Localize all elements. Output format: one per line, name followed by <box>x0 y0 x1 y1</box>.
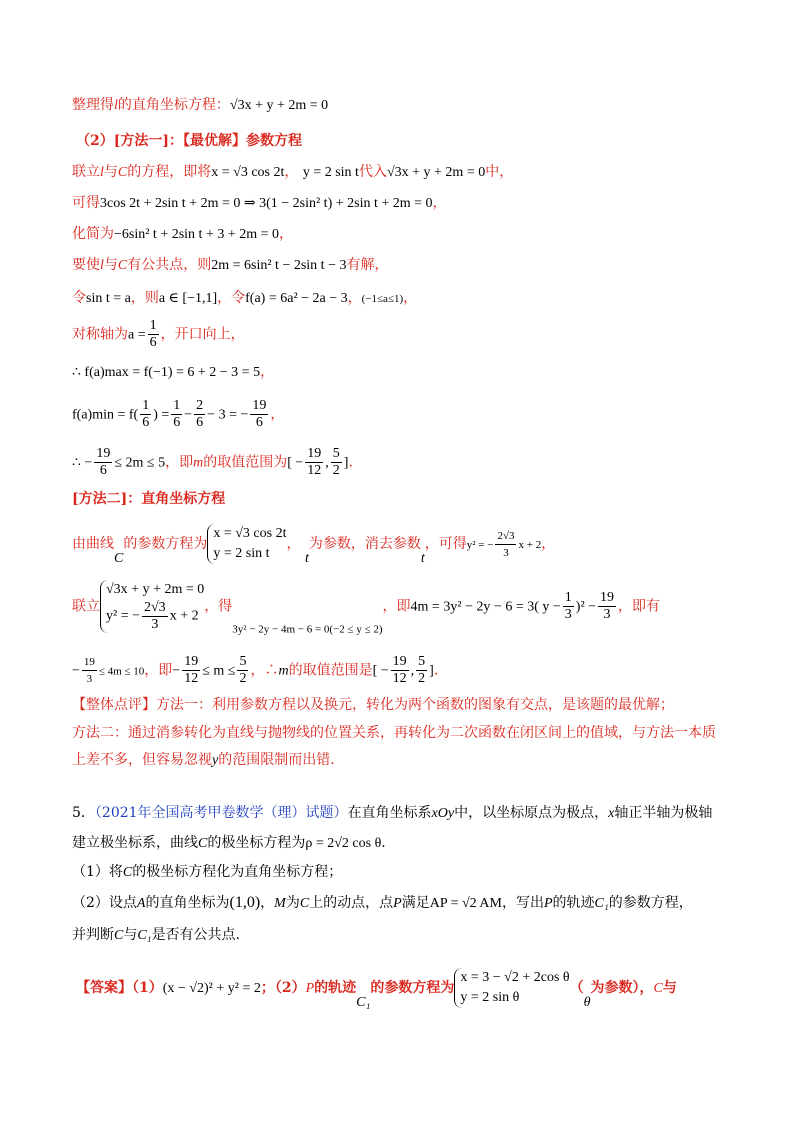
var-c1: C₁ <box>356 995 371 1010</box>
text: ， <box>347 290 362 306</box>
text: ， <box>541 536 556 552</box>
numerator: 5 <box>332 446 340 461</box>
var-t: t <box>304 551 309 566</box>
text: 联立 <box>72 164 100 180</box>
text: 建立极坐标系，曲线 <box>72 835 198 851</box>
text: 满足 <box>401 895 430 911</box>
equation-system <box>207 524 286 564</box>
var-t: t <box>420 551 425 566</box>
var-theta: θ <box>583 995 591 1010</box>
var-p: P <box>305 981 315 996</box>
equation: [ − <box>372 663 389 679</box>
question-number: 5． <box>72 805 95 821</box>
line-4 <box>72 193 447 214</box>
text: 的轨迹 <box>552 895 595 911</box>
var-c: C <box>122 865 133 880</box>
text: 并判断 <box>72 927 114 943</box>
text: 为参数）， <box>590 980 654 996</box>
equation: sin t = a <box>86 291 131 306</box>
equation: √3x + y + 2m = 0 <box>106 582 205 597</box>
equation: a ∈ [−1,1] <box>158 291 218 306</box>
numerator: 1 <box>173 398 181 413</box>
var-p: P <box>393 896 402 911</box>
text: 的轨迹 <box>314 980 357 996</box>
denominator: 3 <box>564 607 572 622</box>
line-14 <box>72 580 660 640</box>
fraction <box>416 654 427 687</box>
text: 有解， <box>346 257 389 273</box>
var-c1: C₁ <box>137 928 152 943</box>
text: 中， <box>485 164 514 180</box>
text: 为 <box>285 895 300 911</box>
equation: , <box>410 663 415 679</box>
text: 的极坐标方程为 <box>207 835 306 851</box>
denominator: 2 <box>239 671 247 686</box>
denominator: 2 <box>418 671 426 686</box>
equation: 2m = 6sin² t − 2sin t − 3 <box>211 258 347 273</box>
text: 是否有公共点. <box>151 927 241 943</box>
var-c: C <box>198 836 208 851</box>
text: 的参数方程， <box>608 895 693 911</box>
text: ， <box>403 290 418 306</box>
denominator: 6 <box>99 463 107 478</box>
text: 的取值范围是 <box>288 662 373 679</box>
equation: y = 2 sin θ <box>460 990 520 1005</box>
text: ，令 <box>217 290 246 306</box>
numerator: 19 <box>307 446 322 461</box>
text: ，即 <box>144 662 173 679</box>
fraction <box>140 398 151 431</box>
text: 与 <box>103 164 118 180</box>
numerator: 19 <box>252 398 267 413</box>
text: （ <box>569 980 584 996</box>
line-8 <box>72 318 245 351</box>
fraction <box>598 590 616 623</box>
var-l: l <box>100 165 104 180</box>
fraction <box>148 318 159 351</box>
question-5-part-2 <box>72 893 693 914</box>
text: 有公共点，则 <box>127 257 212 273</box>
text: 上的动点，点 <box>309 895 394 911</box>
equation: (1,0) <box>229 894 261 911</box>
fraction <box>94 446 112 479</box>
text: ， <box>260 895 275 911</box>
text: ，写出 <box>501 895 544 911</box>
equation: − <box>172 663 181 679</box>
var-c: C <box>117 165 128 180</box>
text: 的取值范围为 <box>203 454 288 471</box>
text: 上差不多，但容易忽视 <box>72 752 212 768</box>
text: ，即有 <box>618 598 661 615</box>
text: 化简为 <box>72 226 114 242</box>
line-7 <box>72 288 417 309</box>
numerator: 19 <box>392 654 407 669</box>
fraction <box>495 528 516 561</box>
answer-line <box>76 968 677 1013</box>
equation: AP = √2 AM <box>429 896 502 911</box>
equation: √3x + y + 2m = 0 <box>229 98 329 113</box>
text: ；（2） <box>260 980 306 996</box>
text: ， <box>432 195 447 211</box>
numerator: 19 <box>82 654 97 671</box>
equation: − <box>72 663 80 679</box>
equation: y² = − <box>106 608 140 624</box>
text: 可得 <box>72 195 100 211</box>
var-p: P <box>543 896 553 911</box>
equation: ] <box>429 663 434 679</box>
text: ，∴ <box>250 662 279 679</box>
equation: f(a)min = f( <box>72 407 139 423</box>
equation: ≤ 2m ≤ 5 <box>114 455 166 471</box>
denominator: 3 <box>86 673 93 685</box>
numerator: 2√3 <box>144 600 166 615</box>
text: 要使 <box>72 257 100 273</box>
equation: y² = − <box>466 539 494 551</box>
method-two-heading: [方法二]：直角坐标方程 <box>72 491 226 507</box>
numerator: 19 <box>184 654 199 669</box>
text: 的直角坐标方程： <box>117 97 230 113</box>
equation: (−1≤a≤1) <box>361 293 404 305</box>
var-c: C <box>299 896 310 911</box>
equation: x = √3 cos 2t <box>211 165 285 180</box>
text: ， <box>260 364 275 380</box>
text: 为参数，消去参数 <box>308 536 421 552</box>
equation: −6sin² t + 2sin t + 3 + 2m = 0 <box>114 227 280 242</box>
equation: , <box>325 455 329 471</box>
denominator: 12 <box>307 463 322 478</box>
text: ，即 <box>165 454 194 471</box>
equation: 4m = 3y² − 2y − 6 = 3 <box>410 599 535 615</box>
denominator: 6 <box>255 415 263 430</box>
numerator: 2 <box>196 398 204 413</box>
fraction <box>182 654 200 687</box>
line-5 <box>72 224 293 245</box>
equation: ] <box>343 455 349 471</box>
var-a: A <box>136 896 146 911</box>
line-1 <box>72 95 328 116</box>
question-source: （2021年全国高考甲卷数学（理）试题） <box>94 805 348 821</box>
equation: x = 3 − √2 + 2cos θ <box>460 970 570 985</box>
denominator: 6 <box>173 415 181 430</box>
line-15 <box>72 654 438 687</box>
equation: a = <box>128 327 146 343</box>
equation: ρ = 2√2 cos θ <box>305 836 382 851</box>
line-11 <box>72 446 353 479</box>
text: 代入 <box>358 164 387 180</box>
text: 的极坐标方程化为直角坐标方程； <box>132 864 343 880</box>
line-13 <box>72 524 555 569</box>
answer-label: 【答案】（1） <box>76 980 163 996</box>
text: ， <box>284 164 299 180</box>
equation: ∴ f(a)max = f(−1) = 6 + 2 − 3 = 5 <box>72 365 261 380</box>
var-m: m <box>193 455 204 471</box>
numerator: 1 <box>564 590 572 605</box>
text: ，则 <box>130 290 159 306</box>
var-c: C <box>117 258 128 273</box>
denominator: 3 <box>603 607 611 622</box>
text: ，开口向上， <box>160 326 245 343</box>
equation: 3cos 2t + 2sin t + 2m = 0 ⇒ 3(1 − 2sin² t) + 2sin t + 2m = 0 <box>100 196 433 211</box>
var-l: l <box>100 258 104 273</box>
numerator: 2√3 <box>495 528 516 545</box>
question-5-part-2-cont <box>72 925 240 946</box>
text: 的参数方程为 <box>370 980 455 996</box>
line-10 <box>72 398 284 431</box>
denominator: 3 <box>503 546 509 559</box>
summary-line-1: 【整体点评】方法一：利用参数方程以及换元，转化为两个函数的图象有交点，是该题的最优解； <box>72 697 674 713</box>
fraction <box>250 398 268 431</box>
question-5-part-1 <box>72 862 342 883</box>
var-c: C <box>114 928 124 943</box>
fraction <box>305 446 323 479</box>
fraction <box>171 398 182 431</box>
equation: ( y − <box>534 599 561 615</box>
text: （2）设点 <box>72 895 137 911</box>
line-9 <box>72 362 274 383</box>
text: ，可得 <box>424 536 467 552</box>
equation-system <box>454 968 569 1008</box>
summary-line-3 <box>72 750 335 771</box>
text: 联立 <box>72 598 100 615</box>
var-m: m <box>278 663 289 679</box>
text: ， <box>286 536 301 552</box>
text: 轴正半轴为极轴 <box>614 805 713 821</box>
text: 令 <box>72 290 86 306</box>
equation: x + 2 <box>169 608 199 624</box>
var-l: l <box>114 98 118 113</box>
var-m: M <box>274 896 286 911</box>
numerator: 19 <box>96 446 111 461</box>
var-c: C <box>114 551 124 566</box>
equation: x + 2 <box>518 539 542 551</box>
equation: √3x + y + 2m = 0 <box>386 165 486 180</box>
equation: ≤ 4m ≤ 10 <box>98 665 145 678</box>
equation: )² − <box>575 599 597 615</box>
denominator: 6 <box>149 335 157 350</box>
numerator: 5 <box>239 654 247 669</box>
equation: f(a) = 6a² − 2a − 3 <box>245 291 348 306</box>
line-3 <box>72 162 513 183</box>
fraction <box>194 398 205 431</box>
denominator: 12 <box>392 671 407 686</box>
fraction <box>142 600 168 633</box>
fraction <box>237 654 248 687</box>
equation: y = 2 sin t <box>213 546 270 561</box>
denominator: 3 <box>151 617 159 632</box>
equation: 3y² − 2y − 4m − 6 = 0(−2 ≤ y ≤ 2) <box>232 623 383 636</box>
text: ， <box>270 406 285 423</box>
text: （1）将 <box>72 864 123 880</box>
denominator: 2 <box>332 463 340 478</box>
numerator: 5 <box>418 654 426 669</box>
equation: ≤ m ≤ <box>202 663 236 679</box>
fraction <box>82 654 97 687</box>
equation-system <box>100 580 204 633</box>
text: 的参数方程为 <box>123 536 208 552</box>
text: 与 <box>662 980 677 996</box>
var-y: y <box>212 753 219 768</box>
question-5-line-2 <box>72 833 386 854</box>
fraction <box>563 590 574 623</box>
equation: − <box>184 407 193 423</box>
text: 的范围限制而出错. <box>218 752 335 768</box>
text: 整理得 <box>72 97 114 113</box>
text: 与 <box>123 927 138 943</box>
summary-line-2: 方法二：通过消参转化为直线与抛物线的位置关系，再转化为二次函数在闭区间上的值域，与方法一本质 <box>72 725 716 741</box>
text: 的方程，即将 <box>127 164 212 180</box>
text: . <box>348 454 353 471</box>
equation: (x − √2)² + y² = 2 <box>162 981 261 996</box>
text: ，即 <box>382 598 411 615</box>
equation: − 3 = − <box>207 407 249 423</box>
var-x: x <box>608 806 615 821</box>
line-6 <box>72 255 388 276</box>
var-c: C <box>653 981 663 996</box>
var-xoy: xOy <box>431 806 455 821</box>
text: ，得 <box>204 598 233 615</box>
text: 与 <box>103 257 118 273</box>
denominator: 12 <box>184 671 199 686</box>
text: 对称轴为 <box>72 326 128 343</box>
denominator: 6 <box>196 415 204 430</box>
var-c1: C₁ <box>594 896 609 911</box>
equation: y = 2 sin t <box>302 165 359 180</box>
equation: x = √3 cos 2t <box>213 526 287 541</box>
question-5-line-1 <box>72 803 712 824</box>
text: 在直角坐标系 <box>347 805 432 821</box>
text: . <box>433 662 439 679</box>
fraction <box>331 446 342 479</box>
text: . <box>381 835 386 851</box>
equation: ∴ − <box>72 455 93 471</box>
equation: [ − <box>287 455 304 471</box>
numerator: 1 <box>142 398 150 413</box>
numerator: 19 <box>600 590 615 605</box>
text: 中，以坐标原点为极点， <box>454 805 609 821</box>
text: 由曲线 <box>72 536 114 552</box>
text: 的直角坐标为 <box>145 895 230 911</box>
denominator: 6 <box>142 415 150 430</box>
numerator: 1 <box>149 318 157 333</box>
equation: ) = <box>153 407 170 423</box>
text: ， <box>279 226 294 242</box>
method-one-heading: （2）[方法一]：【最优解】参数方程 <box>76 133 302 149</box>
fraction <box>391 654 409 687</box>
